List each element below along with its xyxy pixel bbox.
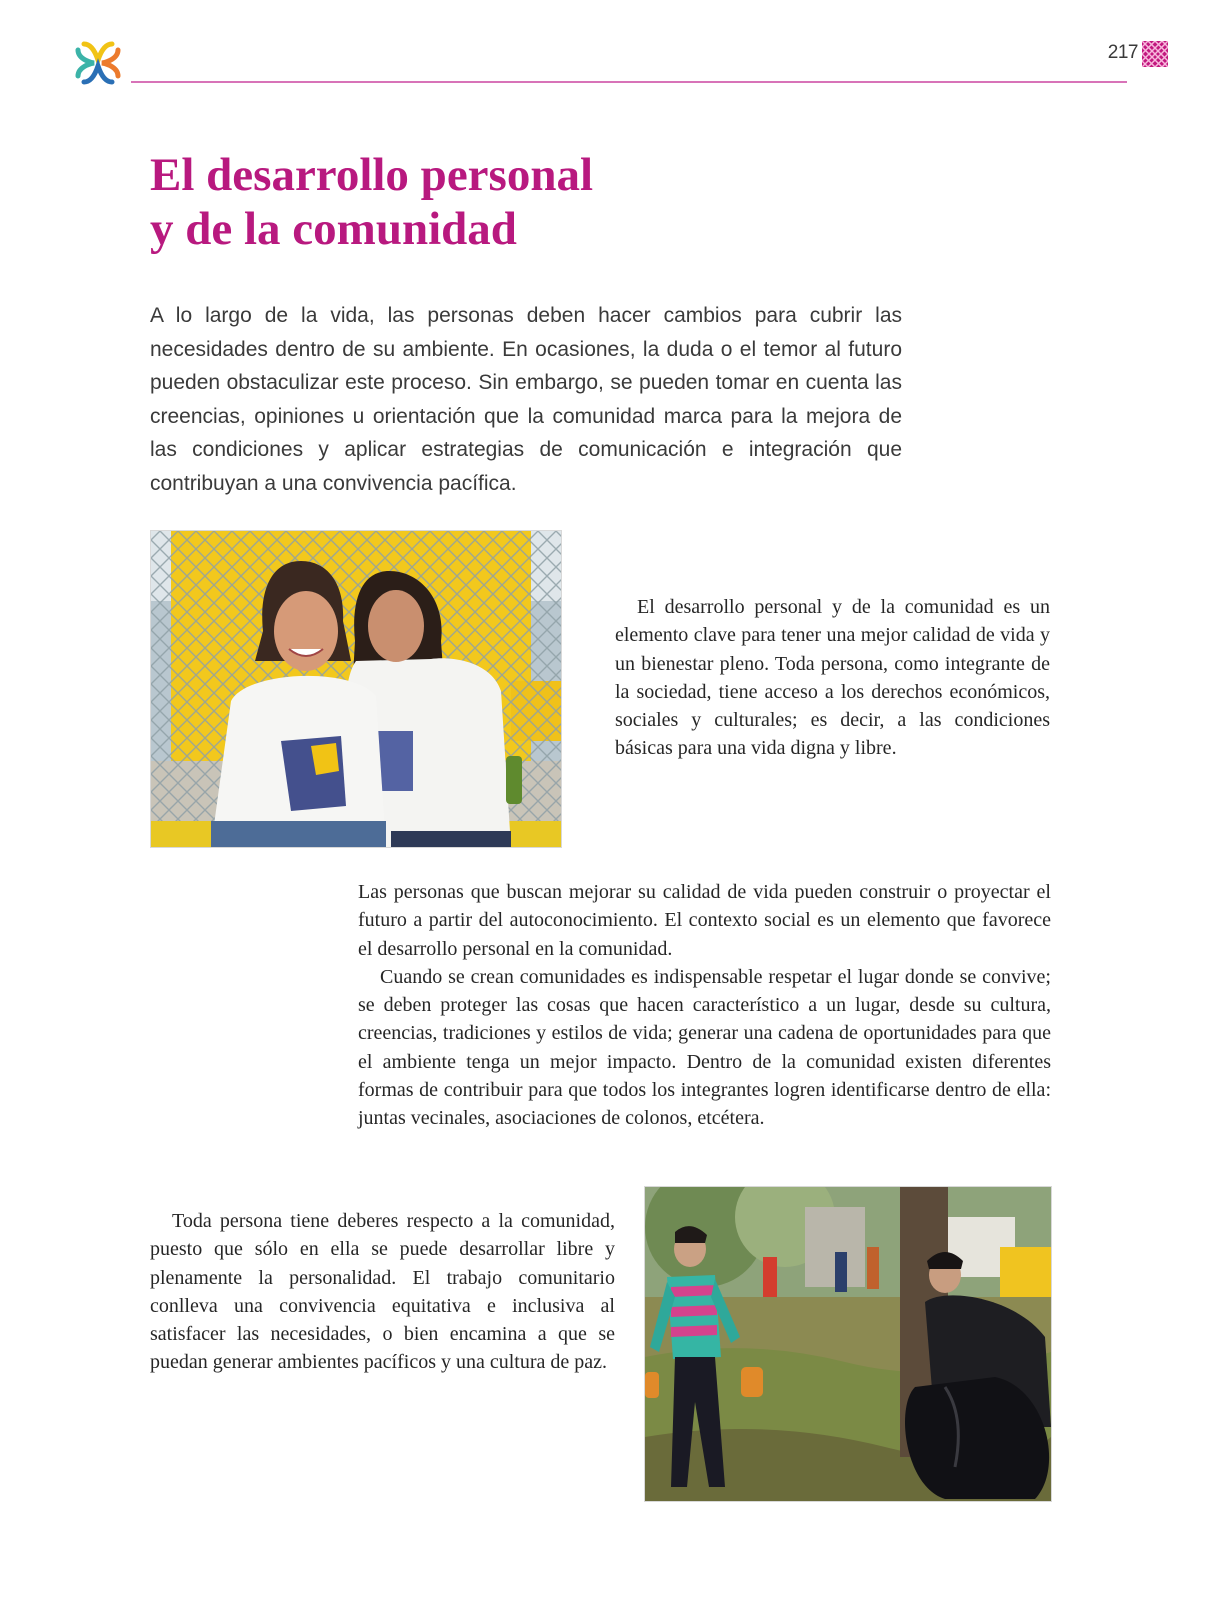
middle-paragraph-1: Las personas que buscan mejorar su calidad de vida pueden construir o proyectar el futuro a partir del autoconocimiento. El contexto social es un elemento que favorece el desarrollo personal en la comunidad.	[358, 881, 1051, 960]
photo-two-young-women	[150, 530, 562, 848]
intro-paragraph: A lo largo de la vida, las personas deben hacer cambios para cubrir las necesidades dentro de su ambiente. En ocasiones, la duda o el temor al futuro pueden obstaculizar este proceso. Sin embargo, se pueden tomar en cuenta las creencias, opiniones u orientación que la comunidad marca para la mejora de las condiciones y aplicar estrategias de comunicación e integración que contribuyan a una convivencia pacífica.	[150, 304, 902, 495]
bottom-paragraph-text: Toda persona tiene deberes respecto a la comunidad, puesto que sólo en ella se puede desarrollar libre y plenamente la personalidad. El trabajo comunitario conlleva una convivencia equitativa e inclusiva al satisfacer las necesidades, o bien encamina a que se puedan generar ambientes pacíficos y una cultura de paz.	[150, 1210, 615, 1374]
photo-community-cleanup	[644, 1186, 1052, 1502]
middle-text-block	[358, 878, 1051, 1133]
side-paragraph	[615, 593, 1050, 763]
four-petal-cross-logo	[74, 40, 122, 86]
page-title	[150, 148, 750, 256]
title-line-1: El desarrollo personal	[150, 149, 594, 201]
bottom-paragraph	[150, 1207, 615, 1377]
middle-paragraph-2: Cuando se crean comunidades es indispensable respetar el lugar donde se convive; se deben proteger las cosas que hacen característico a un lugar, desde su cultura, creencias, tradiciones y estilos de vida; generar una cadena de oportunidades para que el ambiente tenga un mejor impacto. Dentro de la comunidad existen diferentes formas de contribuir para que todos los integrantes logren identificarse dentro de ella: juntas vecinales, asociaciones de colonos, etcétera.	[358, 965, 1051, 1130]
side-paragraph-text: El desarrollo personal y de la comunidad es un elemento clave para tener una mejor calidad de vida y un bienestar pleno. Toda persona, como integrante de la sociedad, tiene acceso a los derechos económicos, sociales y culturales; es decir, a las condiciones básicas para una vida digna y libre.	[615, 596, 1050, 760]
magenta-pattern-tile-icon	[1142, 41, 1168, 67]
page-number: 217	[1107, 42, 1138, 63]
title-line-2: y de la comunidad	[150, 203, 517, 255]
header-rule	[131, 81, 1127, 83]
